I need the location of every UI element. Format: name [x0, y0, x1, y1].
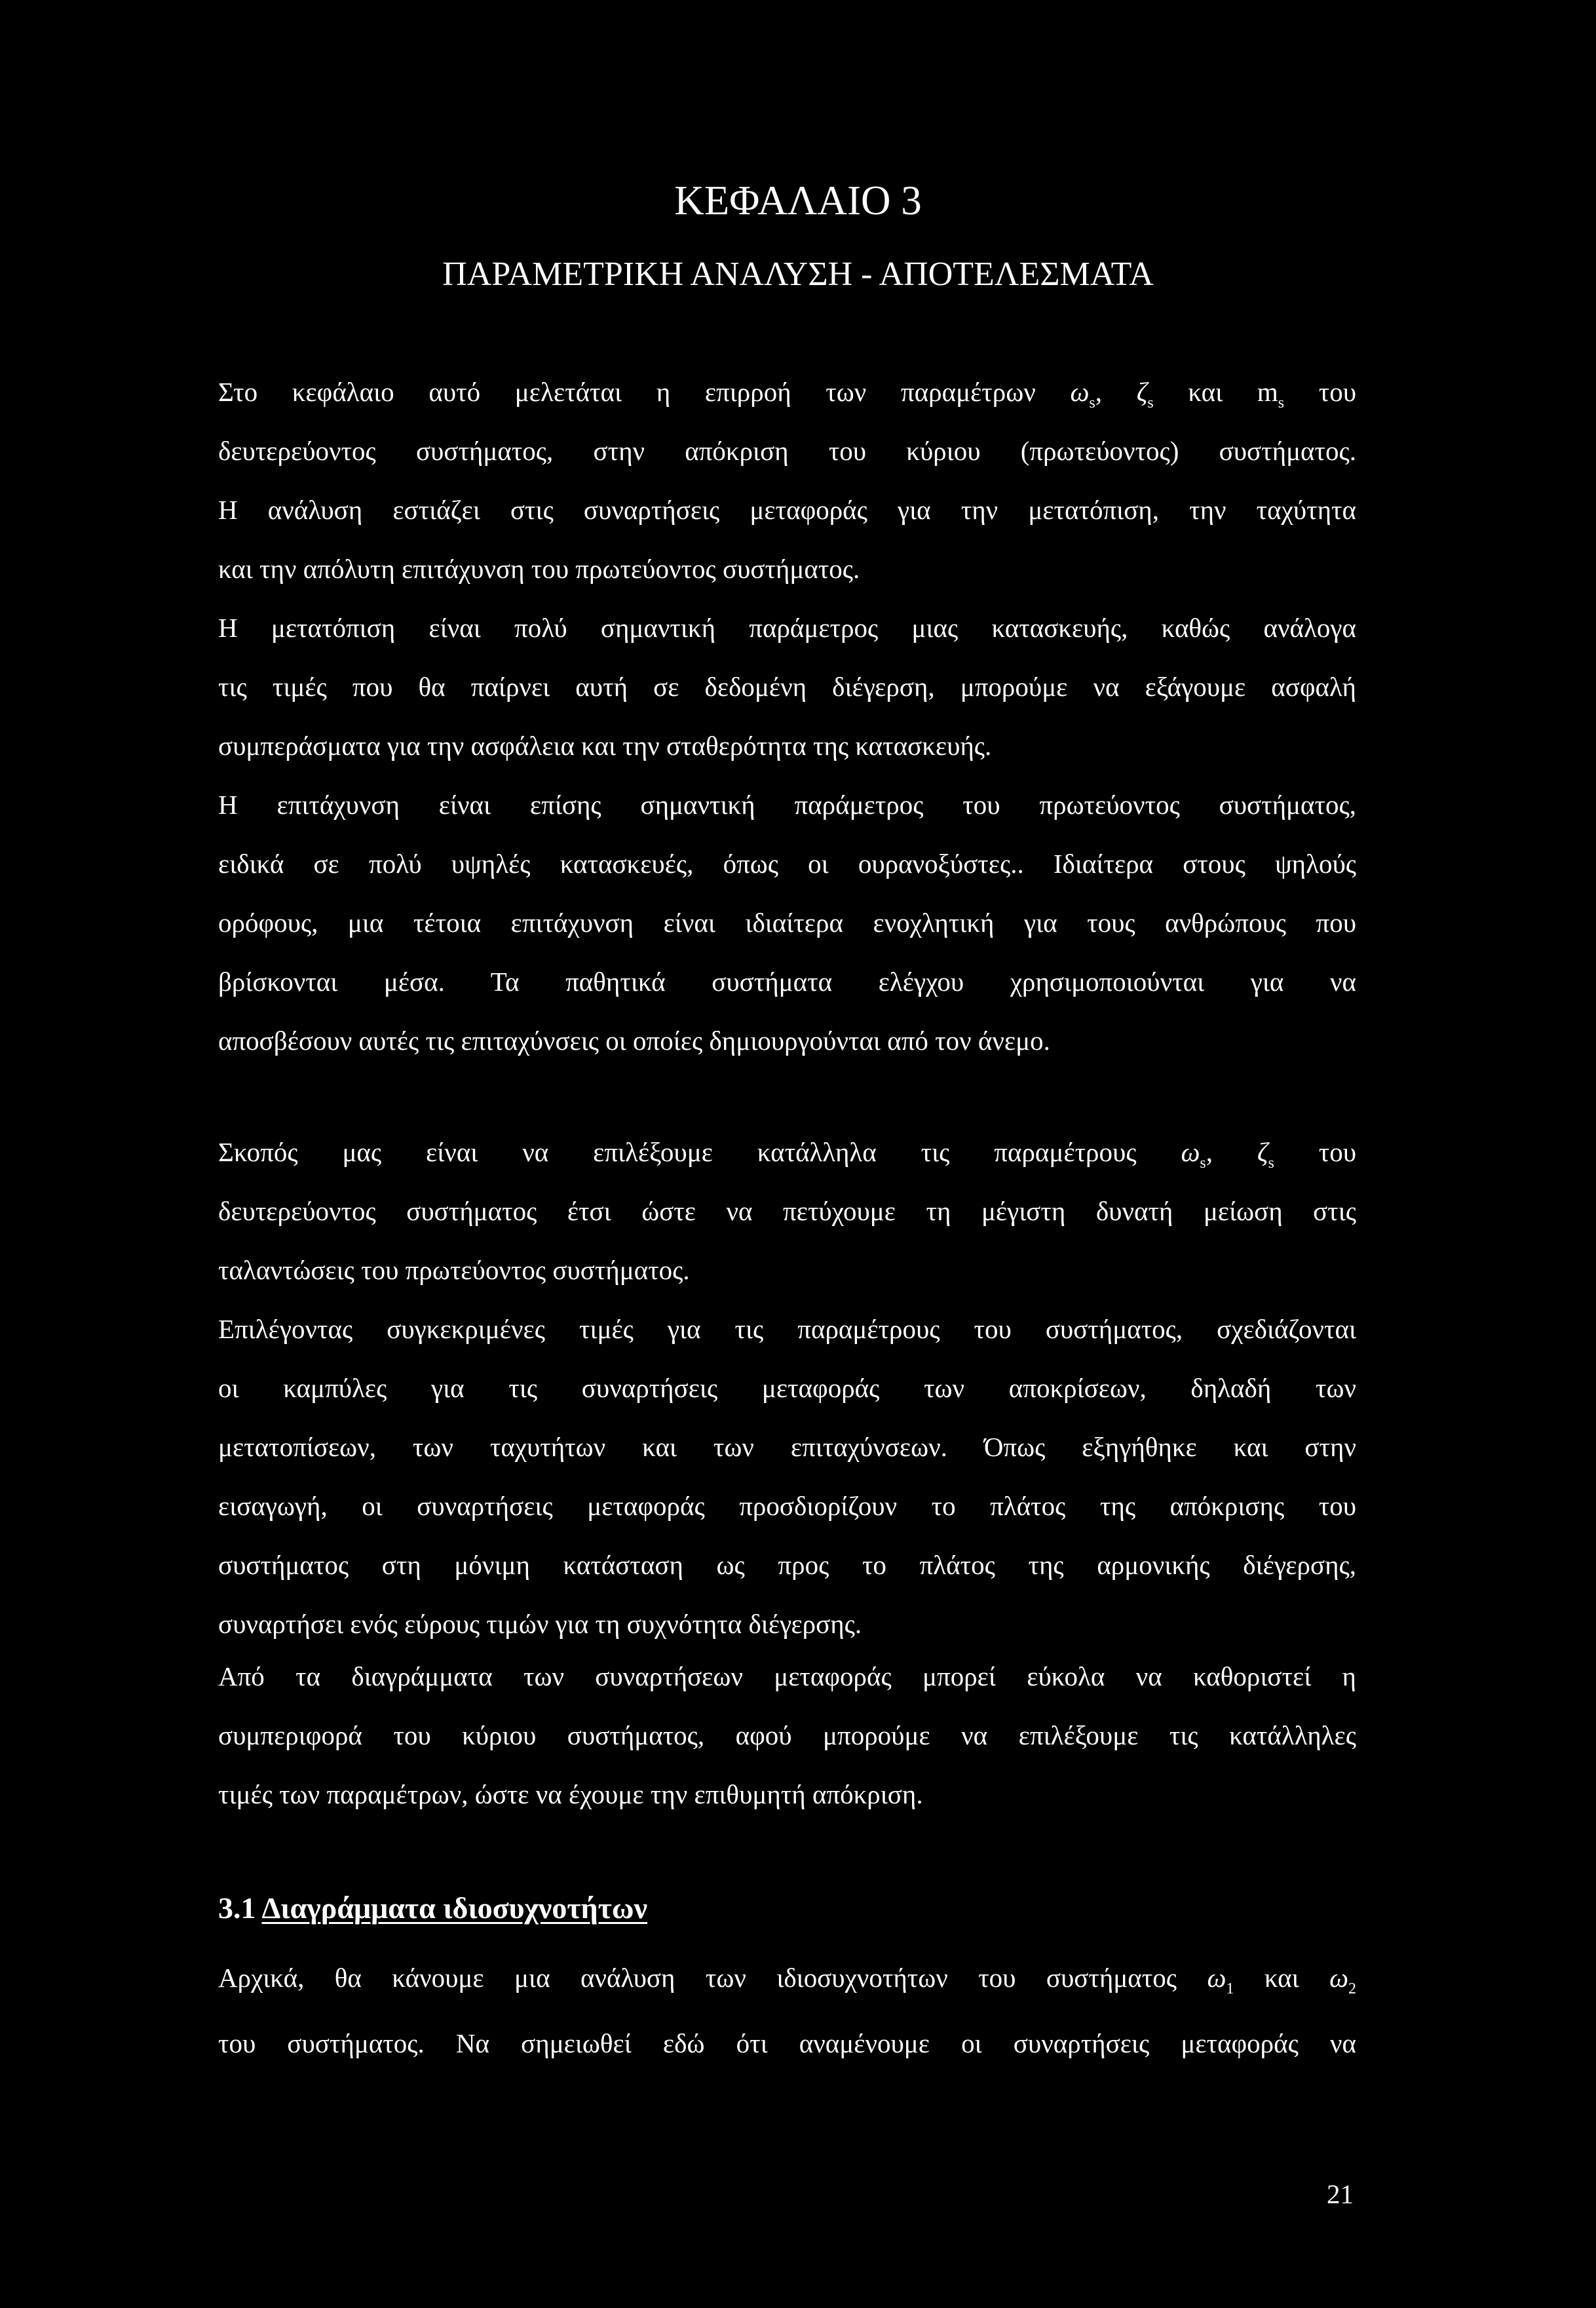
omega-1-symbol: $\omega_1$	[1207, 1963, 1234, 1997]
text-line: εισαγωγή, οι συναρτήσεις μεταφοράς προσδιορίζουν το πλάτος της απόκρισης του	[218, 1491, 1356, 1521]
text-line: συμπεράσματα για την ασφάλεια και την σταθερότητα της κατασκευής.	[218, 731, 992, 761]
section-title: Διαγράμματα ιδιοσυχνοτήτων	[261, 1891, 648, 1925]
chapter-title: ΚΕΦΑΛΑΙΟ 3	[674, 178, 922, 223]
zeta-s-symbol: $\zeta_s$	[1257, 1137, 1274, 1172]
text-line: συναρτήσει ενός εύρους τιμών για τη συχνότητα διέγερσης.	[218, 1609, 862, 1639]
m-s-symbol: $m_s$	[1257, 377, 1285, 412]
text-line: ορόφους, μια τέτοια επιτάχυνση είναι ιδιαίτερα ενοχλητική για τους ανθρώπους που	[218, 908, 1356, 938]
chapter-subtitle: ΠΑΡΑΜΕΤΡΙΚΗ ΑΝΑΛΥΣΗ - ΑΠΟΤΕΛΕΣΜΑΤΑ	[442, 256, 1154, 293]
text-line: βρίσκονται μέσα. Τα παθητικά συστήματα ελέγχου χρησιμοποιούνται για να	[218, 967, 1356, 997]
omega-s-symbol: $\omega_s$	[1181, 1137, 1206, 1172]
text-line: Αρχικά, θα κάνουμε μια ανάλυση των ιδιοσυχνοτήτων του συστήματος $\omega_1$ και $\omega_2$	[218, 1963, 1357, 1997]
text-line: τιμές των παραμέτρων, ώστε να έχουμε την επιθυμητή απόκριση.	[218, 1779, 923, 1809]
zeta-s-symbol: $\zeta_s$	[1136, 377, 1154, 412]
text-line: συμπεριφορά του κύριου συστήματος, αφού μπορούμε να επιλέξουμε τις κατάλληλες	[218, 1720, 1356, 1750]
text-line: δευτερεύοντος συστήματος, στην απόκριση του κύριου (πρωτεύοντος) συστήματος.	[218, 436, 1356, 466]
text-line: δευτερεύοντος συστήματος έτσι ώστε να πετύχουμε τη μέγιστη δυνατή μείωση στις	[218, 1196, 1356, 1226]
text-line: συστήματος στη μόνιμη κατάσταση ως προς το πλάτος της αρμονικής διέγερσης,	[218, 1550, 1356, 1580]
text-line: ταλαντώσεις του πρωτεύοντος συστήματος.	[218, 1255, 690, 1285]
text-line: Επιλέγοντας συγκεκριμένες τιμές για τις παραμέτρους του συστήματος, σχεδιάζονται	[218, 1314, 1356, 1344]
text-line: Σκοπός μας είναι να επιλέξουμε κατάλληλα τις παραμέτρους $\omega_s$, $\zeta_s$ του	[218, 1137, 1357, 1172]
page-number: 21	[1327, 2179, 1354, 2209]
text-line: Η μετατόπιση είναι πολύ σημαντική παράμετρος μιας κατασκευής, καθώς ανάλογα	[218, 613, 1356, 643]
section-heading	[218, 1892, 647, 1925]
section-number: 3.1	[218, 1891, 256, 1925]
omega-2-symbol: $\omega_2$	[1329, 1963, 1357, 1997]
text-line: Στο κεφάλαιο αυτό μελετάται η επιρροή των παραμέτρων $\omega_s$, $\zeta_s$ και $m_s$ του	[218, 377, 1357, 412]
text-line: τις τιμές που θα παίρνει αυτή σε δεδομένη διέγερση, μπορούμε να εξάγουμε ασφαλή	[218, 672, 1356, 702]
text-line: Η ανάλυση εστιάζει στις συναρτήσεις μεταφοράς για την μετατόπιση, την ταχύτητα	[218, 495, 1356, 525]
text-line: μετατοπίσεων, των ταχυτήτων και των επιταχύνσεων. Όπως εξηγήθηκε και στην	[218, 1432, 1356, 1462]
text-line: και την απόλυτη επιτάχυνση του πρωτεύοντος συστήματος.	[218, 554, 860, 584]
text-line: ειδικά σε πολύ υψηλές κατασκευές, όπως οι ουρανοξύστες.. Ιδιαίτερα στους ψηλούς	[218, 849, 1356, 879]
text-line: αποσβέσουν αυτές τις επιταχύνσεις οι οποίες δημιουργούνται από τον άνεμο.	[218, 1026, 1050, 1056]
text-line: οι καμπύλες για τις συναρτήσεις μεταφοράς των αποκρίσεων, δηλαδή των	[218, 1373, 1356, 1403]
text-line: Η επιτάχυνση είναι επίσης σημαντική παράμετρος του πρωτεύοντος συστήματος,	[218, 790, 1356, 820]
text-line: του συστήματος. Να σημειωθεί εδώ ότι αναμένουμε οι συναρτήσεις μεταφοράς να	[218, 2028, 1356, 2058]
omega-s-symbol: $\omega_s$	[1070, 377, 1095, 412]
text-line: Από τα διαγράμματα των συναρτήσεων μεταφοράς μπορεί εύκολα να καθοριστεί η	[218, 1661, 1356, 1691]
